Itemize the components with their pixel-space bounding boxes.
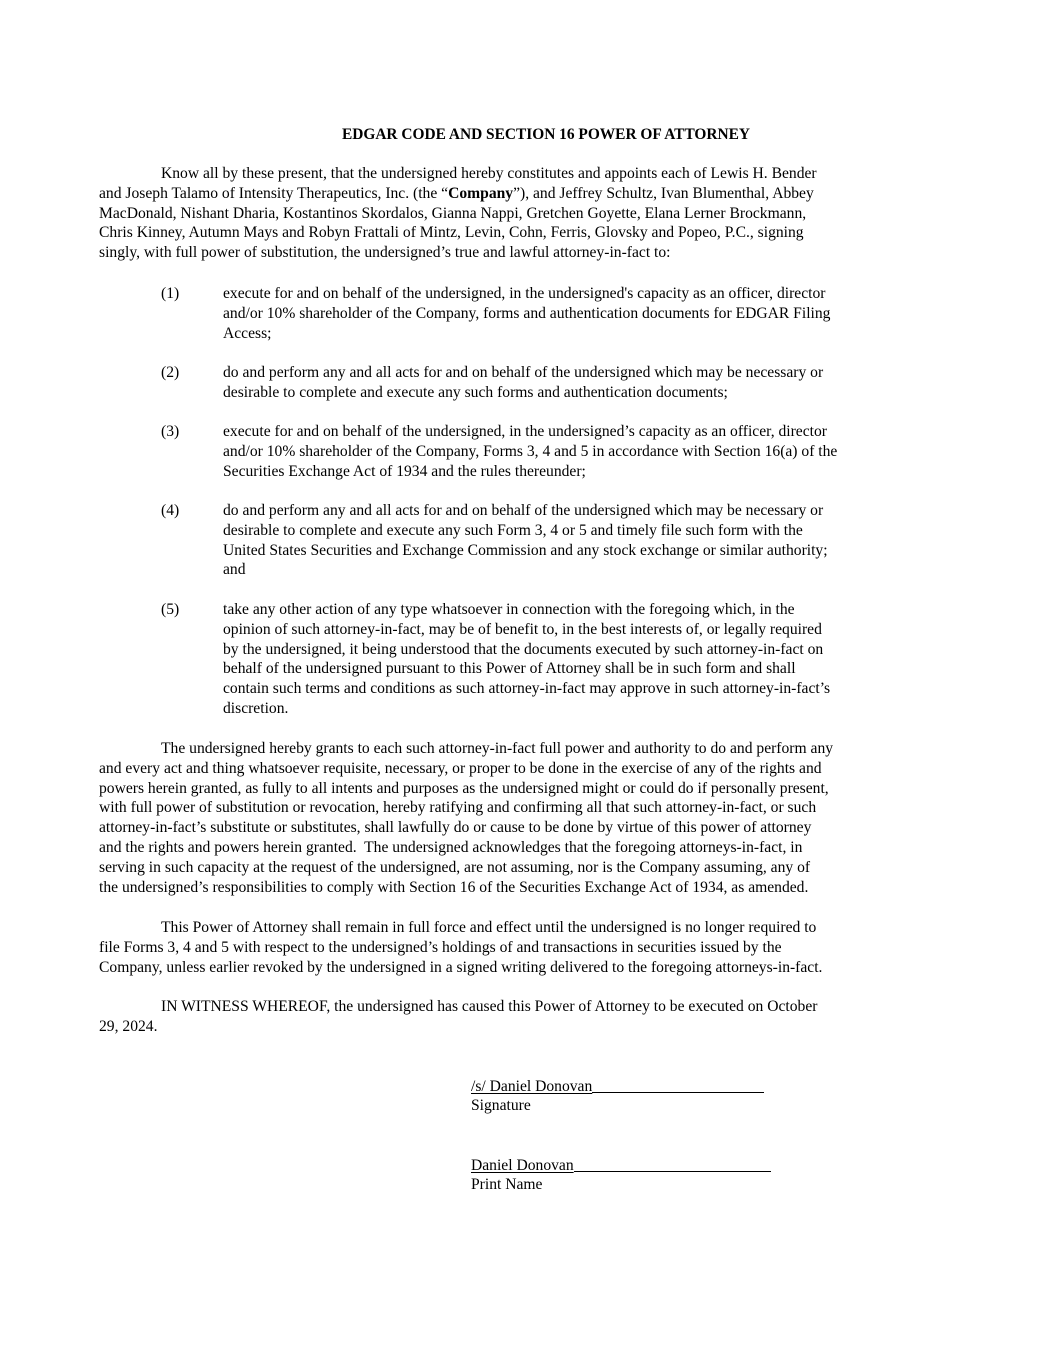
item-number: (5) xyxy=(161,601,180,618)
intro-line: Know all by these present, that the undersigned hereby constitutes and appoints each of Lewis H. Bender xyxy=(161,165,817,182)
intro-line: Chris Kinney, Autumn Mays and Robyn Frattali of Mintz, Levin, Cohn, Ferris, Glovsky and Popeo, P.C., signing xyxy=(99,224,804,242)
print-name-underline xyxy=(574,1157,771,1172)
print-name-label: Print Name xyxy=(471,1175,543,1193)
item-body xyxy=(223,422,837,481)
paragraph-line: The undersigned hereby grants to each such attorney-in-fact full power and authority to do and perform any xyxy=(161,740,834,757)
intro-line: MacDonald, Nishant Dharia, Kostantinos Skordalos, Gianna Nappi, Gretchen Goyette, Elana Lerner Brockmann, xyxy=(99,204,807,222)
paragraph-line: and the rights and powers herein granted. The undersigned acknowledges that the foregoing attorneys-in-fact, in xyxy=(99,838,803,856)
paragraph-line: powers herein granted, as fully to all intents and purposes as the undersigned might or could do if personally present, xyxy=(99,779,829,797)
paragraph-line: IN WITNESS WHEREOF, the undersigned has caused this Power of Attorney to be executed on October xyxy=(161,998,818,1015)
item-line: do and perform any and all acts for and on behalf of the undersigned which may be necessary or xyxy=(223,502,824,519)
paragraph-line: attorney-in-fact’s substitute or substitutes, shall lawfully do or cause to be done by virtue of this power of attorney xyxy=(99,819,812,837)
company-defined-term: Company xyxy=(448,184,514,202)
item-line: discretion. xyxy=(223,699,289,717)
signature-block xyxy=(471,1076,764,1116)
paragraph-line: file Forms 3, 4 and 5 with respect to the undersigned’s holdings of and transactions in securities issued by the xyxy=(99,938,782,956)
item-line: contain such terms and conditions as such attorney-in-fact may approve in such attorney-in-fact’s xyxy=(223,680,831,698)
item-body xyxy=(223,501,828,580)
intro-text: and Joseph Talamo of Intensity Therapeutics, Inc. (the “ xyxy=(99,184,449,202)
item-line: execute for and on behalf of the undersigned, in the undersigned’s capacity as an officer, director xyxy=(223,423,827,440)
item-line: desirable to complete and execute any such Form 3, 4 or 5 and timely file such form with the xyxy=(223,521,803,539)
intro-line: singly, with full power of substitution, the undersigned’s true and lawful attorney-in-fact to: xyxy=(99,244,671,262)
paragraph-line: the undersigned’s responsibilities to comply with Section 16 of the Securities Exchange Act of 1934, as amended. xyxy=(99,878,809,896)
item-line: opinion of such attorney-in-fact, may be of benefit to, in the best interests of, or legally required xyxy=(223,620,822,638)
item-number: (4) xyxy=(161,502,180,519)
signature-underline xyxy=(592,1078,764,1093)
intro-text: ”), and Jeffrey Schultz, Ivan Blumenthal, Abbey xyxy=(513,184,814,202)
paragraph-line: and every act and thing whatsoever requisite, necessary, or proper to be done in the exercise of any of the rights and xyxy=(99,759,822,777)
item-line: Securities Exchange Act of 1934 and the rules thereunder; xyxy=(223,462,586,480)
item-body xyxy=(223,600,830,719)
signature-line xyxy=(471,1076,764,1096)
document-title: EDGAR CODE AND SECTION 16 POWER OF ATTORNEY xyxy=(341,126,751,143)
item-body xyxy=(223,284,830,343)
paragraph-line: This Power of Attorney shall remain in full force and effect until the undersigned is no longer required to xyxy=(161,919,817,936)
item-line: and/or 10% shareholder of the Company, Forms 3, 4 and 5 in accordance with Section 16(a) of the xyxy=(223,442,838,460)
item-number: (1) xyxy=(161,285,180,302)
paragraph-line: with full power of substitution or revocation, hereby ratifying and confirming all that such attorney-in-fact, or such xyxy=(99,799,817,817)
item-line: by the undersigned, it being understood that the documents executed by such attorney-in-fact on xyxy=(223,640,824,658)
item-line: and xyxy=(223,561,246,579)
print-name-line xyxy=(471,1155,771,1175)
paragraph-line: serving in such capacity at the request of the undersigned, are not assuming, nor is the Company assuming, any of xyxy=(99,858,811,876)
intro-paragraph xyxy=(99,164,919,263)
intro-line xyxy=(99,184,919,204)
item-number: (2) xyxy=(161,364,180,381)
print-name-block xyxy=(471,1155,771,1195)
item-line: and/or 10% shareholder of the Company, forms and authentication documents for EDGAR Filing xyxy=(223,304,831,322)
item-line: execute for and on behalf of the undersigned, in the undersigned's capacity as an officer, director xyxy=(223,285,826,302)
grant-paragraph xyxy=(99,739,919,897)
item-line: United States Securities and Exchange Commission and any stock exchange or similar authority; xyxy=(223,541,828,559)
signature-value: /s/ Daniel Donovan xyxy=(471,1078,593,1095)
item-line: do and perform any and all acts for and on behalf of the undersigned which may be necessary or xyxy=(223,364,824,381)
item-line: take any other action of any type whatsoever in connection with the foregoing which, in the xyxy=(223,601,795,618)
item-line: desirable to complete and execute any such forms and authentication documents; xyxy=(223,383,728,401)
paragraph-line: 29, 2024. xyxy=(99,1017,158,1035)
paragraph-line: Company, unless earlier revoked by the undersigned in a signed writing delivered to the foregoing attorneys-in-fact. xyxy=(99,958,823,976)
item-body xyxy=(223,363,823,403)
item-number: (3) xyxy=(161,423,180,440)
item-line: behalf of the undersigned pursuant to this Power of Attorney shall be in such form and shall xyxy=(223,660,796,678)
signature-label: Signature xyxy=(471,1096,531,1114)
witness-paragraph xyxy=(99,997,919,1037)
print-name-value: Daniel Donovan xyxy=(471,1157,574,1174)
duration-paragraph xyxy=(99,918,919,977)
item-line: Access; xyxy=(223,324,272,342)
